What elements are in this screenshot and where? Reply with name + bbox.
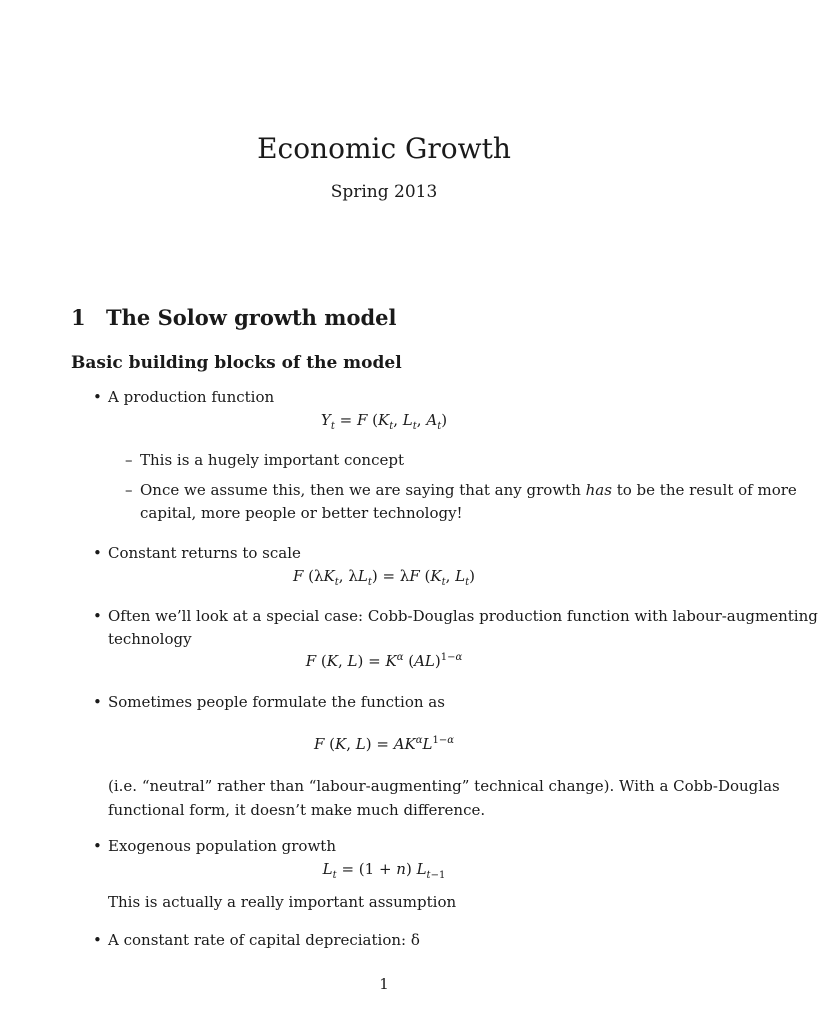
equation-neutral: F (K, $L) = AK^\alpha L^{1-\alpha}$ [313, 735, 455, 753]
equation-constant-returns: F ($\lambda K_t$, $\lambda L_t) = \lambda F$ ($K_t$, $L_t$) [292, 567, 476, 588]
list-item-continuation: technology [108, 630, 192, 648]
emphasis-text: has [585, 481, 612, 499]
bullet-icon: • [93, 931, 102, 949]
bullet-icon: • [93, 837, 102, 855]
list-subitem: This is a hugely important concept [140, 451, 404, 469]
section-title: The Solow growth model [106, 305, 397, 330]
section-number: 1 [71, 305, 86, 330]
dash-icon: – [125, 451, 133, 469]
list-item: A constant rate of capital depreciation: δ [108, 931, 420, 949]
list-item-text: This is actually a really important assumption [108, 893, 457, 911]
list-item-text: functional form, it doesn’t make much difference. [108, 801, 486, 819]
document-title: Economic Growth [257, 132, 511, 165]
list-item: Exogenous population growth [108, 837, 336, 855]
page-number: 1 [379, 975, 389, 993]
list-subitem-continuation: capital, more people or better technology! [140, 504, 463, 522]
subsection-title: Basic building blocks of the model [71, 353, 402, 373]
equation-production-function: $Y_t = F$ ($K_t$, $L_t$, $A_t$) [320, 411, 448, 432]
list-item: Often we’ll look at a special case: Cobb-Douglas production function with labour-augmenting [108, 607, 818, 625]
list-item: Sometimes people formulate the function as [108, 693, 445, 711]
list-item-text: (i.e. “neutral” rather than “labour-augmenting” technical change). With a Cobb-Douglas [108, 777, 780, 795]
bullet-icon: • [93, 388, 102, 406]
bullet-icon: • [93, 544, 102, 562]
equation-cobb-douglas: F (K, $L) = K^\alpha$ (AL)$^{1-\alpha}$ [305, 652, 463, 670]
list-item: Constant returns to scale [108, 544, 301, 562]
bullet-icon: • [93, 607, 102, 625]
document-date: Spring 2013 [330, 182, 438, 202]
bullet-icon: • [93, 693, 102, 711]
list-subitem: Once we assume this, then we are saying that any growth has to be the result of more [140, 481, 797, 499]
dash-icon: – [125, 481, 133, 499]
equation-population: $L_t = (1 + n)$ $L_{t-1}$ [322, 860, 446, 881]
list-item: A production function [108, 388, 275, 406]
